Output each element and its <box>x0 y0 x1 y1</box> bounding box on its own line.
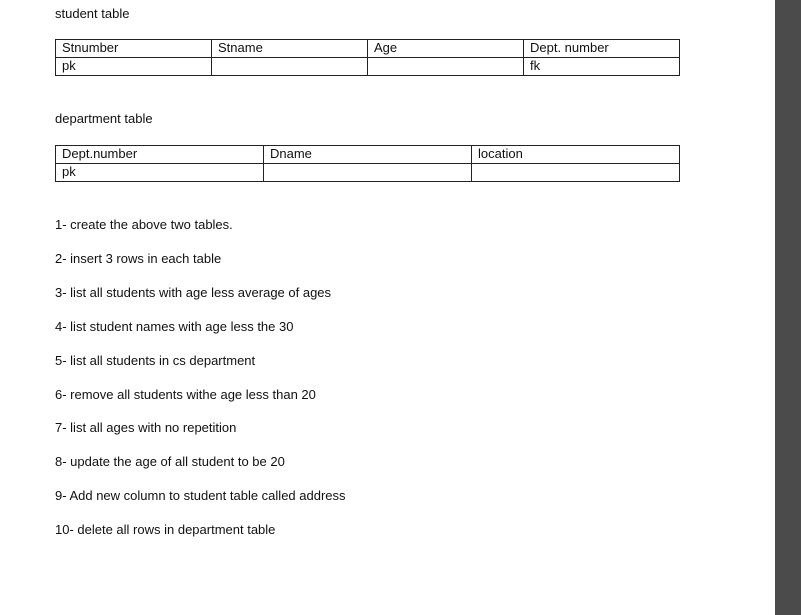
table-header-row <box>56 40 680 58</box>
table-cell <box>368 58 524 76</box>
task-item: 2- insert 3 rows in each table <box>55 251 222 266</box>
table-row <box>56 58 680 76</box>
task-item: 9- Add new column to student table called address <box>55 488 346 503</box>
table-cell <box>472 164 680 182</box>
table-cell: Dept. number <box>524 40 680 58</box>
table-cell: Dept.number <box>56 146 264 164</box>
table-cell: Age <box>368 40 524 58</box>
department-table <box>55 145 680 182</box>
task-item: 7- list all ages with no repetition <box>55 420 237 435</box>
table-cell: fk <box>524 58 680 76</box>
student-table-title: student table <box>55 6 130 21</box>
task-item: 1- create the above two tables. <box>55 217 233 232</box>
department-table-title: department table <box>55 111 153 126</box>
table-cell <box>264 164 472 182</box>
task-item: 8- update the age of all student to be 20 <box>55 454 285 469</box>
task-item: 3- list all students with age less average of ages <box>55 285 332 300</box>
table-cell: location <box>472 146 680 164</box>
table-row <box>56 164 680 182</box>
table-cell: pk <box>56 164 264 182</box>
student-table <box>55 39 680 76</box>
viewer-scrollbar[interactable] <box>775 0 801 615</box>
table-cell: Stnumber <box>56 40 212 58</box>
task-item: 10- delete all rows in department table <box>55 522 276 537</box>
table-cell <box>212 58 368 76</box>
table-cell: Dname <box>264 146 472 164</box>
task-item: 5- list all students in cs department <box>55 353 256 368</box>
table-header-row <box>56 146 680 164</box>
task-item: 4- list student names with age less the 30 <box>55 319 294 334</box>
table-cell: Stname <box>212 40 368 58</box>
table-cell: pk <box>56 58 212 76</box>
task-item: 6- remove all students withe age less than 20 <box>55 387 316 402</box>
